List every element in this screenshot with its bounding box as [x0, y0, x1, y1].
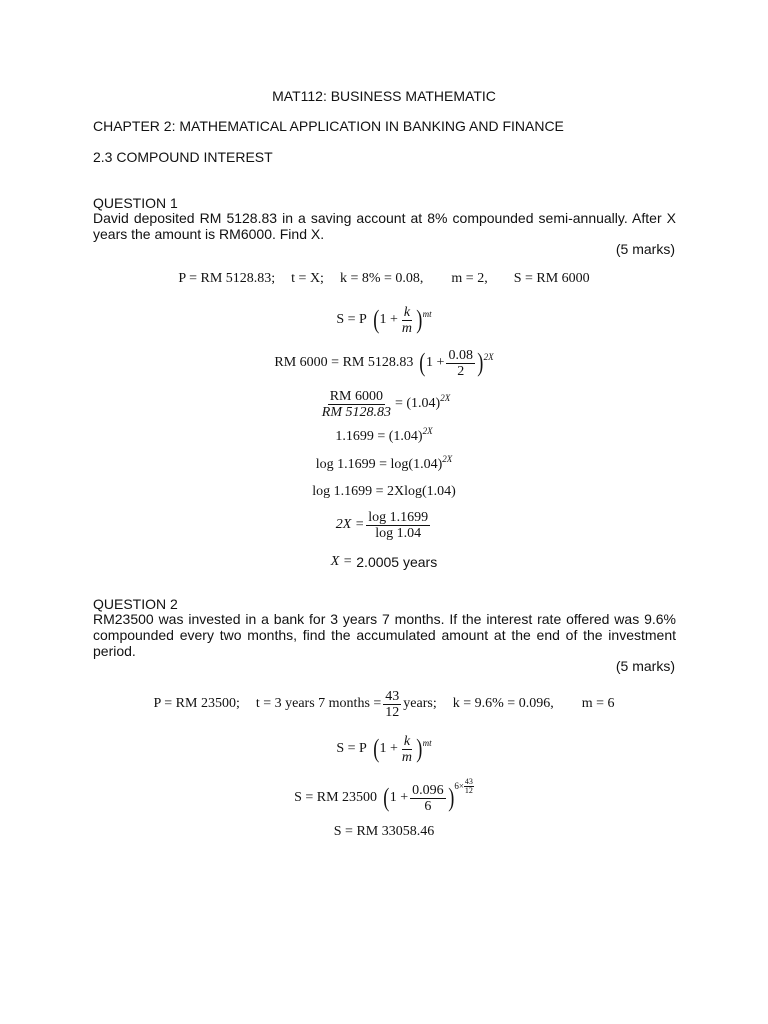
q1-step-2-fraction: [320, 389, 393, 420]
q2-given-t-fraction: [383, 689, 401, 720]
q1-step-5-lhs: log 1.1699 = 2Xlog(1.04): [312, 484, 456, 499]
q2-formula: S = P ( 1 + $\frac{k}{m}$ ) $^{mt}$: [336, 733, 432, 765]
q1-step-2-num: RM 6000: [329, 388, 384, 404]
question-2-marks: (5 marks): [615, 658, 675, 674]
q1-step-6-lhs: 2X =: [335, 517, 365, 532]
q2-step-1: S = RM 23500 ( 1 + $\frac{0.096}{6}$ ) 6× $\frac{43}{12}$: [294, 776, 473, 814]
q2-step-1-lhs: S = RM 23500: [294, 790, 378, 805]
q1-step-1-den: 2: [457, 363, 465, 379]
q1-formula-lhs: S = P: [336, 312, 367, 327]
q1-answer: [0, 554, 768, 570]
q1-formula-one: 1 +: [379, 312, 398, 327]
q2-given-t-den: 12: [385, 704, 400, 720]
q2-step-1-num: 0.096: [412, 782, 444, 798]
q1-step-5: [0, 484, 768, 500]
q1-step-4: [0, 454, 768, 473]
q1-formula-m: m: [401, 320, 412, 336]
q2-given-t: t = 3 years 7 months =: [255, 696, 382, 711]
q1-given-m: m = 2,: [451, 271, 488, 286]
question-1-marks: (5 marks): [615, 241, 675, 257]
q2-step-1-one: 1 +: [389, 790, 409, 805]
q1-step-3-exponent: 2X: [422, 426, 433, 436]
q1-formula-k: k: [403, 304, 411, 320]
q2-step-1-exponent-prefix: 6×: [454, 781, 464, 791]
q1-step-1-num: 0.08: [448, 347, 473, 363]
q1-formula-fraction: [400, 305, 414, 336]
section-title: 2.3 COMPOUND INTEREST: [93, 149, 273, 165]
q2-step-1-den: 6: [424, 798, 432, 814]
q1-given-values: [0, 271, 768, 287]
q1-step-6-num: log 1.1699: [368, 509, 429, 525]
q2-formula-k: k: [403, 733, 411, 749]
q2-formula-exponent: mt: [422, 738, 432, 748]
q2-formula-fraction: [400, 734, 414, 765]
q1-step-6-fraction: [366, 510, 430, 541]
q1-given-k: k = 8% = 0.08,: [339, 271, 424, 286]
q2-step-1-exponent-num: 43: [464, 776, 473, 786]
q2-formula-lhs: S = P: [336, 741, 367, 756]
q1-given-p: P = RM 5128.83;: [178, 271, 276, 286]
q2-answer: S = RM 33058.46: [333, 824, 435, 839]
q1-step-1-one: 1 +: [426, 355, 445, 370]
q1-step-3: [0, 426, 768, 445]
q1-step-3-lhs: 1.1699 = (1.04): [335, 429, 423, 444]
q1-step-6-den: log 1.04: [375, 525, 422, 541]
q2-given-t-unit: years;: [403, 696, 437, 711]
q1-answer-lhs: X =: [330, 554, 353, 569]
q2-step-1-fraction: [410, 783, 446, 814]
q1-step-2: [0, 386, 768, 422]
q2-step-1-exponent-den: 12: [464, 785, 473, 795]
question-1-text: David deposited RM 5128.83 in a saving account at 8% compounded semi-annually. After X years the amount is RM6000. Find X.: [93, 210, 676, 242]
q1-step-1-fraction: [446, 348, 475, 379]
q2-given-values: [0, 686, 768, 722]
question-2-text: RM23500 was invested in a bank for 3 years 7 months. If the interest rate offered was 9.6% compounded every two months, find the accumulated amount at the end of the investment period.: [93, 611, 676, 659]
q2-given-p: P = RM 23500;: [153, 696, 240, 711]
q1-step-1: RM 6000 = RM 5128.83 ( 1 + $\frac{0.08}{2}$ ) $^{2X}$: [274, 347, 494, 379]
q2-given-t-num: 43: [385, 688, 400, 704]
course-title: MAT112: BUSINESS MATHEMATIC: [272, 88, 496, 104]
q1-step-4-exponent: 2X: [442, 454, 453, 464]
q2-formula-m: m: [401, 749, 412, 765]
q1-step-6: [0, 507, 768, 543]
q1-step-2-rhs: = (1.04): [394, 396, 441, 411]
q2-step-1-exponent-fraction: [464, 778, 474, 795]
chapter-title: CHAPTER 2: MATHEMATICAL APPLICATION IN BANKING AND FINANCE: [93, 118, 564, 134]
q2-given-m: m = 6: [581, 696, 615, 711]
question-2-title: QUESTION 2: [93, 596, 178, 612]
q1-step-1-lhs: RM 6000 = RM 5128.83: [274, 355, 414, 370]
q1-answer-value: 2.0005 years: [356, 554, 438, 570]
q1-step-2-den: RM 5128.83: [321, 404, 391, 420]
q1-step-2-exponent: 2X: [440, 393, 451, 403]
q1-given-s: S = RM 6000: [513, 271, 590, 286]
q2-formula-one: 1 +: [379, 741, 398, 756]
q1-formula-exponent: mt: [422, 309, 432, 319]
question-1-title: QUESTION 1: [93, 195, 178, 211]
q2-given-k: k = 9.6% = 0.096,: [452, 696, 554, 711]
q1-step-4-lhs: log 1.1699 = log(1.04): [315, 457, 443, 472]
q1-step-1-exponent: 2X: [483, 352, 494, 362]
q1-formula: S = P ( 1 + $\frac{k}{m}$ ) $^{mt}$: [336, 304, 432, 336]
q1-given-t: t = X;: [291, 271, 324, 286]
